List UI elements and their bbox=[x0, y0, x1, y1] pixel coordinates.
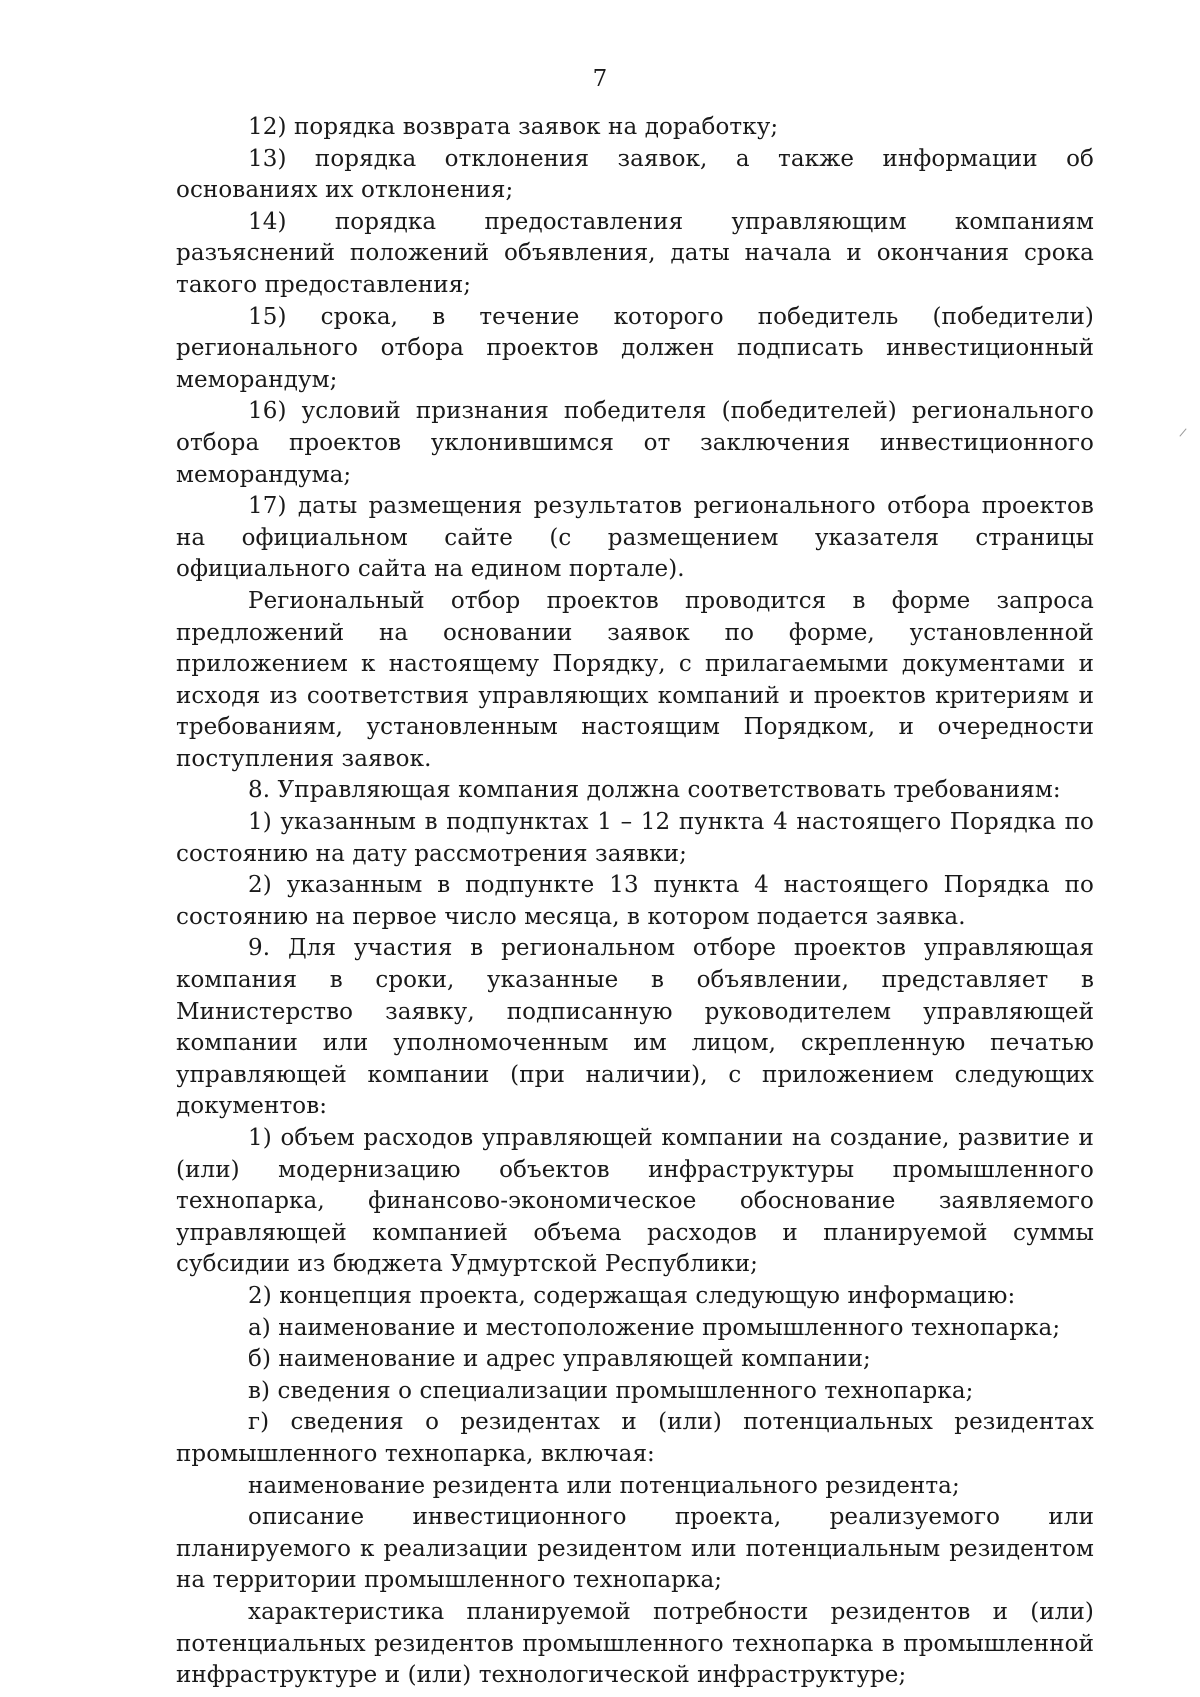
paragraph-resident-name: наименование резидента или потенциального резидента; bbox=[248, 1472, 960, 1499]
document-body bbox=[176, 112, 1094, 1692]
paragraph-section-9-item-1: 1) объем расходов управляющей компании на создание, развитие и (или) модернизацию объектов инфраструктуры промышленного технопарка, финансово-экономическое обоснование заявляемого управляющей компанией объема расходов и планируемой суммы субсидии из бюджета Удмуртской Республики; bbox=[176, 1125, 1094, 1278]
paragraph-infrastructure-needs: характеристика планируемой потребности резидентов и (или) потенциальных резидентов промышленного технопарка в промышленной инфраструктуре и (или) технологической инфраструктуре; bbox=[176, 1598, 1094, 1689]
paragraph-section-8-item-1: 1) указанным в подпунктах 1 – 12 пункта 4 настоящего Порядка по состоянию на дату рассмотрения заявки; bbox=[176, 809, 1094, 867]
paragraph-section-8-item-2: 2) указанным в подпункте 13 пункта 4 настоящего Порядка по состоянию на первое число месяца, в котором подается заявка. bbox=[176, 872, 1094, 930]
paragraph-project-description: описание инвестиционного проекта, реализуемого или планируемого к реализации резидентом или потенциальным резидентом на территории промышленного технопарка; bbox=[176, 1504, 1094, 1594]
paragraph-item-17: 17) даты размещения результатов регионального отбора проектов на официальном сайте (с размещением указателя страницы официального сайта на едином портале). bbox=[176, 493, 1094, 583]
paragraph-item-13: 13) порядка отклонения заявок, а также информации об основаниях их отклонения; bbox=[176, 145, 1094, 204]
paragraph-item-15: 15) срока, в течение которого победитель (победители) регионального отбора проектов должен подписать инвестиционный меморандум; bbox=[176, 303, 1094, 393]
paragraph-item-16: 16) условий признания победителя (победителей) регионального отбора проектов уклонившимся от заключения инвестиционного меморандума; bbox=[176, 398, 1094, 488]
page-number: 7 bbox=[592, 66, 608, 92]
paragraph-subitem-a: а) наименование и местоположение промышленного технопарка; bbox=[248, 1314, 1061, 1341]
scan-artifact-mark bbox=[1179, 428, 1186, 436]
paragraph-subitem-g: г) сведения о резидентах и (или) потенциальных резидентах промышленного технопарка, включая: bbox=[176, 1409, 1094, 1467]
paragraph-subitem-b: б) наименование и адрес управляющей компании; bbox=[248, 1346, 871, 1373]
paragraph-section-8: 8. Управляющая компания должна соответствовать требованиям: bbox=[248, 777, 1061, 804]
paragraph-subitem-v: в) сведения о специализации промышленного технопарка; bbox=[248, 1377, 974, 1404]
paragraph-item-14: 14) порядка предоставления управляющим компаниям разъяснений положений объявления, даты начала и окончания срока такого предоставления; bbox=[176, 208, 1094, 298]
paragraph-item-12: 12) порядка возврата заявок на доработку; bbox=[248, 114, 779, 140]
paragraph-section-9: 9. Для участия в региональном отборе проектов управляющая компания в сроки, указанные в объявлении, представляет в Министерство заявку, подписанную руководителем управляющей компании или уполномоченным им лицом, скрепленную печатью управляющей компании (при наличии), с приложением следующих документов: bbox=[176, 935, 1094, 1120]
paragraph-selection-form: Региональный отбор проектов проводится в форме запроса предложений на основании заявок по форме, установленной приложением к настоящему Порядку, с прилагаемыми документами и исходя из соответствия управляющих компаний и проектов критериям и требованиям, установленным настоящим Порядком, и очередности поступления заявок. bbox=[176, 587, 1094, 772]
paragraph-section-9-item-2: 2) концепция проекта, содержащая следующую информацию: bbox=[248, 1282, 1016, 1309]
